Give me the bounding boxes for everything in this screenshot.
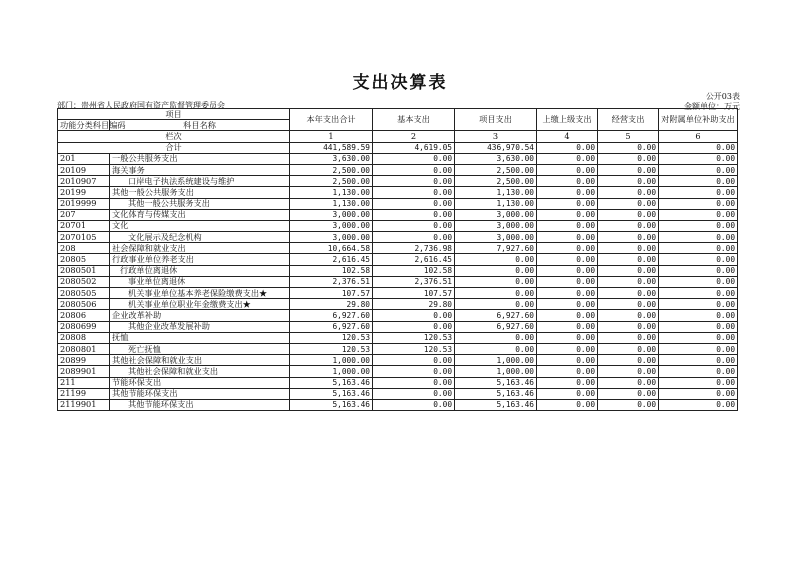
amount-cell: 0.00	[373, 310, 455, 321]
amount-cell: 6,927.60	[455, 321, 537, 332]
table-row	[58, 243, 738, 254]
amount-cell: 0.00	[598, 232, 659, 243]
total-value: 441,589.59	[290, 142, 373, 153]
table-row	[58, 265, 738, 276]
amount-cell: 0.00	[373, 153, 455, 164]
amount-cell: 120.53	[290, 343, 373, 354]
amount-cell: 0.00	[537, 232, 598, 243]
column-header: 上缴上级支出	[537, 109, 598, 131]
table-row	[58, 164, 738, 175]
subject-code: 2080801	[58, 343, 110, 354]
amount-cell: 0.00	[598, 366, 659, 377]
amount-cell: 3,000.00	[455, 209, 537, 220]
amount-cell: 0.00	[455, 288, 537, 299]
amount-cell: 0.00	[455, 254, 537, 265]
name-header: 科目名称	[110, 120, 290, 131]
amount-cell: 0.00	[598, 276, 659, 287]
amount-cell: 5,163.46	[455, 388, 537, 399]
amount-cell: 0.00	[537, 288, 598, 299]
amount-cell: 0.00	[373, 198, 455, 209]
amount-cell: 0.00	[455, 265, 537, 276]
amount-cell: 0.00	[659, 332, 738, 343]
amount-cell: 102.58	[290, 265, 373, 276]
column-header: 本年支出合计	[290, 109, 373, 131]
total-value: 0.00	[598, 142, 659, 153]
amount-cell: 0.00	[659, 299, 738, 310]
amount-cell: 0.00	[537, 343, 598, 354]
subject-code: 208	[58, 243, 110, 254]
subject-code: 20899	[58, 355, 110, 366]
subject-name: 机关事业单位职业年金缴费支出★	[110, 299, 290, 310]
column-header: 项目支出	[455, 109, 537, 131]
amount-cell: 0.00	[659, 288, 738, 299]
amount-cell: 2,500.00	[455, 176, 537, 187]
subject-code: 20109	[58, 164, 110, 175]
amount-cell: 0.00	[659, 254, 738, 265]
amount-cell: 0.00	[373, 388, 455, 399]
amount-cell: 0.00	[455, 343, 537, 354]
amount-cell: 0.00	[373, 377, 455, 388]
amount-cell: 0.00	[659, 276, 738, 287]
amount-cell: 0.00	[373, 321, 455, 332]
subject-code: 2080505	[58, 288, 110, 299]
amount-cell: 0.00	[537, 332, 598, 343]
amount-cell: 1,130.00	[290, 198, 373, 209]
amount-cell: 0.00	[659, 176, 738, 187]
subject-name: 其他社会保障和就业支出	[110, 366, 290, 377]
amount-cell: 5,163.46	[455, 399, 537, 410]
amount-cell: 0.00	[598, 288, 659, 299]
subject-code: 21199	[58, 388, 110, 399]
subject-name: 行政单位离退休	[110, 265, 290, 276]
amount-cell: 0.00	[537, 276, 598, 287]
subject-name: 其他节能环保支出	[110, 388, 290, 399]
amount-cell: 5,163.46	[290, 388, 373, 399]
table-row	[58, 187, 738, 198]
amount-cell: 2,376.51	[373, 276, 455, 287]
column-index: 4	[537, 131, 598, 142]
amount-cell: 0.00	[659, 153, 738, 164]
amount-cell: 0.00	[537, 198, 598, 209]
amount-cell: 0.00	[537, 254, 598, 265]
amount-cell: 0.00	[659, 198, 738, 209]
amount-cell: 0.00	[659, 310, 738, 321]
amount-cell: 0.00	[598, 153, 659, 164]
subject-name: 抚恤	[110, 332, 290, 343]
amount-cell: 29.80	[373, 299, 455, 310]
amount-cell: 0.00	[598, 164, 659, 175]
amount-cell: 1,000.00	[455, 355, 537, 366]
amount-cell: 0.00	[373, 209, 455, 220]
amount-cell: 0.00	[537, 388, 598, 399]
subject-name: 海关事务	[110, 164, 290, 175]
subject-code: 2080506	[58, 299, 110, 310]
amount-cell: 0.00	[659, 232, 738, 243]
subject-name: 文化体育与传媒支出	[110, 209, 290, 220]
amount-cell: 2,736.98	[373, 243, 455, 254]
amount-cell: 0.00	[659, 388, 738, 399]
subject-code: 2019999	[58, 198, 110, 209]
amount-cell: 0.00	[598, 209, 659, 220]
amount-cell: 3,000.00	[290, 232, 373, 243]
amount-cell: 1,000.00	[290, 366, 373, 377]
amount-cell: 120.53	[373, 332, 455, 343]
amount-cell: 0.00	[373, 366, 455, 377]
table-row	[58, 276, 738, 287]
amount-cell: 0.00	[373, 232, 455, 243]
expenditure-table	[57, 108, 738, 411]
amount-cell: 2,616.45	[373, 254, 455, 265]
column-index: 1	[290, 131, 373, 142]
amount-cell: 107.57	[373, 288, 455, 299]
subject-code: 2070105	[58, 232, 110, 243]
subject-code: 20805	[58, 254, 110, 265]
amount-cell: 0.00	[373, 399, 455, 410]
column-index-row	[58, 131, 738, 142]
amount-cell: 0.00	[598, 243, 659, 254]
amount-cell: 0.00	[598, 220, 659, 231]
subject-name: 行政事业单位养老支出	[110, 254, 290, 265]
amount-cell: 120.53	[290, 332, 373, 343]
amount-cell: 0.00	[659, 366, 738, 377]
amount-cell: 2,500.00	[455, 164, 537, 175]
amount-cell: 1,130.00	[455, 198, 537, 209]
amount-cell: 0.00	[659, 355, 738, 366]
amount-cell: 0.00	[659, 220, 738, 231]
amount-cell: 0.00	[598, 332, 659, 343]
amount-cell: 2,616.45	[290, 254, 373, 265]
column-index: 6	[659, 131, 738, 142]
amount-cell: 3,630.00	[290, 153, 373, 164]
amount-cell: 0.00	[537, 209, 598, 220]
table-row	[58, 355, 738, 366]
total-value: 436,970.54	[455, 142, 537, 153]
table-row	[58, 176, 738, 187]
amount-cell: 0.00	[659, 399, 738, 410]
subject-name: 节能环保支出	[110, 377, 290, 388]
total-value: 0.00	[659, 142, 738, 153]
page-title: 支出决算表	[352, 73, 448, 93]
amount-cell: 6,927.60	[455, 310, 537, 321]
amount-cell: 0.00	[598, 355, 659, 366]
amount-cell: 0.00	[598, 299, 659, 310]
amount-cell: 0.00	[537, 366, 598, 377]
amount-cell: 0.00	[598, 265, 659, 276]
amount-cell: 0.00	[659, 265, 738, 276]
subject-code: 2089901	[58, 366, 110, 377]
amount-cell: 0.00	[659, 243, 738, 254]
total-row	[58, 142, 738, 153]
table-row	[58, 232, 738, 243]
subject-name: 死亡抚恤	[110, 343, 290, 354]
amount-cell: 0.00	[537, 164, 598, 175]
column-index: 2	[373, 131, 455, 142]
column-header: 对附属单位补助支出	[659, 109, 738, 131]
amount-cell: 0.00	[537, 310, 598, 321]
column-index: 3	[455, 131, 537, 142]
table-row	[58, 310, 738, 321]
amount-cell: 7,927.60	[455, 243, 537, 254]
table-row	[58, 254, 738, 265]
subject-code: 20199	[58, 187, 110, 198]
amount-cell: 1,000.00	[455, 366, 537, 377]
amount-cell: 5,163.46	[290, 399, 373, 410]
table-row	[58, 209, 738, 220]
amount-cell: 1,130.00	[290, 187, 373, 198]
amount-cell: 0.00	[537, 377, 598, 388]
amount-cell: 2,500.00	[290, 164, 373, 175]
subject-name: 社会保障和就业支出	[110, 243, 290, 254]
amount-cell: 0.00	[598, 176, 659, 187]
subject-code: 20806	[58, 310, 110, 321]
subject-name: 其他一般公共服务支出	[110, 187, 290, 198]
column-header: 基本支出	[373, 109, 455, 131]
amount-cell: 0.00	[659, 321, 738, 332]
amount-cell: 0.00	[537, 355, 598, 366]
subject-code: 2080502	[58, 276, 110, 287]
table-row	[58, 388, 738, 399]
amount-cell: 102.58	[373, 265, 455, 276]
subject-name: 事业单位离退休	[110, 276, 290, 287]
amount-cell: 0.00	[537, 153, 598, 164]
amount-cell: 0.00	[537, 187, 598, 198]
amount-cell: 0.00	[598, 399, 659, 410]
amount-cell: 3,000.00	[290, 220, 373, 231]
subject-code: 201	[58, 153, 110, 164]
amount-cell: 0.00	[659, 377, 738, 388]
table-row	[58, 288, 738, 299]
subject-code: 20808	[58, 332, 110, 343]
amount-cell: 29.80	[290, 299, 373, 310]
subject-name: 其他企业改革发展补助	[110, 321, 290, 332]
subject-code: 211	[58, 377, 110, 388]
amount-cell: 1,000.00	[290, 355, 373, 366]
amount-cell: 0.00	[537, 243, 598, 254]
amount-cell: 2,376.51	[290, 276, 373, 287]
amount-cell: 0.00	[537, 220, 598, 231]
subject-name: 文化展示及纪念机构	[110, 232, 290, 243]
amount-cell: 0.00	[659, 209, 738, 220]
amount-cell: 0.00	[659, 343, 738, 354]
amount-cell: 0.00	[659, 187, 738, 198]
item-group-header: 项目	[58, 109, 290, 120]
subject-code: 20701	[58, 220, 110, 231]
amount-cell: 5,163.46	[455, 377, 537, 388]
amount-cell: 3,000.00	[455, 220, 537, 231]
amount-cell: 3,000.00	[290, 209, 373, 220]
amount-cell: 120.53	[373, 343, 455, 354]
total-label: 合计	[58, 142, 290, 153]
amount-cell: 0.00	[598, 388, 659, 399]
table-row	[58, 366, 738, 377]
subject-name: 其他社会保障和就业支出	[110, 355, 290, 366]
total-value: 0.00	[537, 142, 598, 153]
subject-code: 2080699	[58, 321, 110, 332]
table-row	[58, 321, 738, 332]
subject-code: 2119901	[58, 399, 110, 410]
amount-cell: 0.00	[598, 321, 659, 332]
amount-unit-label: 金额单位：万元	[684, 102, 740, 111]
code-header: 功能分类科目编码	[58, 120, 110, 131]
table-row	[58, 377, 738, 388]
table-row	[58, 153, 738, 164]
subject-name: 企业改革补助	[110, 310, 290, 321]
subject-name: 文化	[110, 220, 290, 231]
subject-code: 2010907	[58, 176, 110, 187]
table-row	[58, 198, 738, 209]
amount-cell: 0.00	[373, 176, 455, 187]
form-number: 公开03表	[705, 92, 740, 101]
amount-cell: 3,630.00	[455, 153, 537, 164]
amount-cell: 0.00	[598, 343, 659, 354]
amount-cell: 0.00	[455, 332, 537, 343]
amount-cell: 6,927.60	[290, 310, 373, 321]
subject-name: 机关事业单位基本养老保险缴费支出★	[110, 288, 290, 299]
amount-cell: 0.00	[598, 254, 659, 265]
amount-cell: 0.00	[373, 187, 455, 198]
table-row	[58, 399, 738, 410]
amount-cell: 0.00	[537, 321, 598, 332]
subject-name: 其他一般公共服务支出	[110, 198, 290, 209]
table-row	[58, 299, 738, 310]
column-index-label: 栏次	[58, 131, 290, 142]
amount-cell: 0.00	[373, 355, 455, 366]
amount-cell: 0.00	[537, 265, 598, 276]
amount-cell: 0.00	[537, 399, 598, 410]
amount-cell: 0.00	[659, 164, 738, 175]
amount-cell: 0.00	[455, 299, 537, 310]
subject-name: 一般公共服务支出	[110, 153, 290, 164]
amount-cell: 0.00	[373, 220, 455, 231]
amount-cell: 0.00	[455, 276, 537, 287]
subject-code: 2080501	[58, 265, 110, 276]
amount-cell: 10,664.58	[290, 243, 373, 254]
table-row	[58, 332, 738, 343]
amount-cell: 0.00	[537, 299, 598, 310]
table-row	[58, 343, 738, 354]
amount-cell: 0.00	[598, 310, 659, 321]
amount-cell: 6,927.60	[290, 321, 373, 332]
total-value: 4,619.05	[373, 142, 455, 153]
table-row	[58, 220, 738, 231]
subject-name: 其他节能环保支出	[110, 399, 290, 410]
amount-cell: 0.00	[598, 377, 659, 388]
amount-cell: 5,163.46	[290, 377, 373, 388]
amount-cell: 107.57	[290, 288, 373, 299]
amount-cell: 2,500.00	[290, 176, 373, 187]
department-label: 部门：贵州省人民政府国有资产监督管理委员会	[57, 101, 225, 110]
amount-cell: 0.00	[373, 164, 455, 175]
amount-cell: 0.00	[598, 198, 659, 209]
amount-cell: 0.00	[537, 176, 598, 187]
amount-cell: 3,000.00	[455, 232, 537, 243]
subject-name: 口岸电子执法系统建设与维护	[110, 176, 290, 187]
column-header: 经营支出	[598, 109, 659, 131]
amount-cell: 1,130.00	[455, 187, 537, 198]
column-index: 5	[598, 131, 659, 142]
amount-cell: 0.00	[598, 187, 659, 198]
subject-code: 207	[58, 209, 110, 220]
